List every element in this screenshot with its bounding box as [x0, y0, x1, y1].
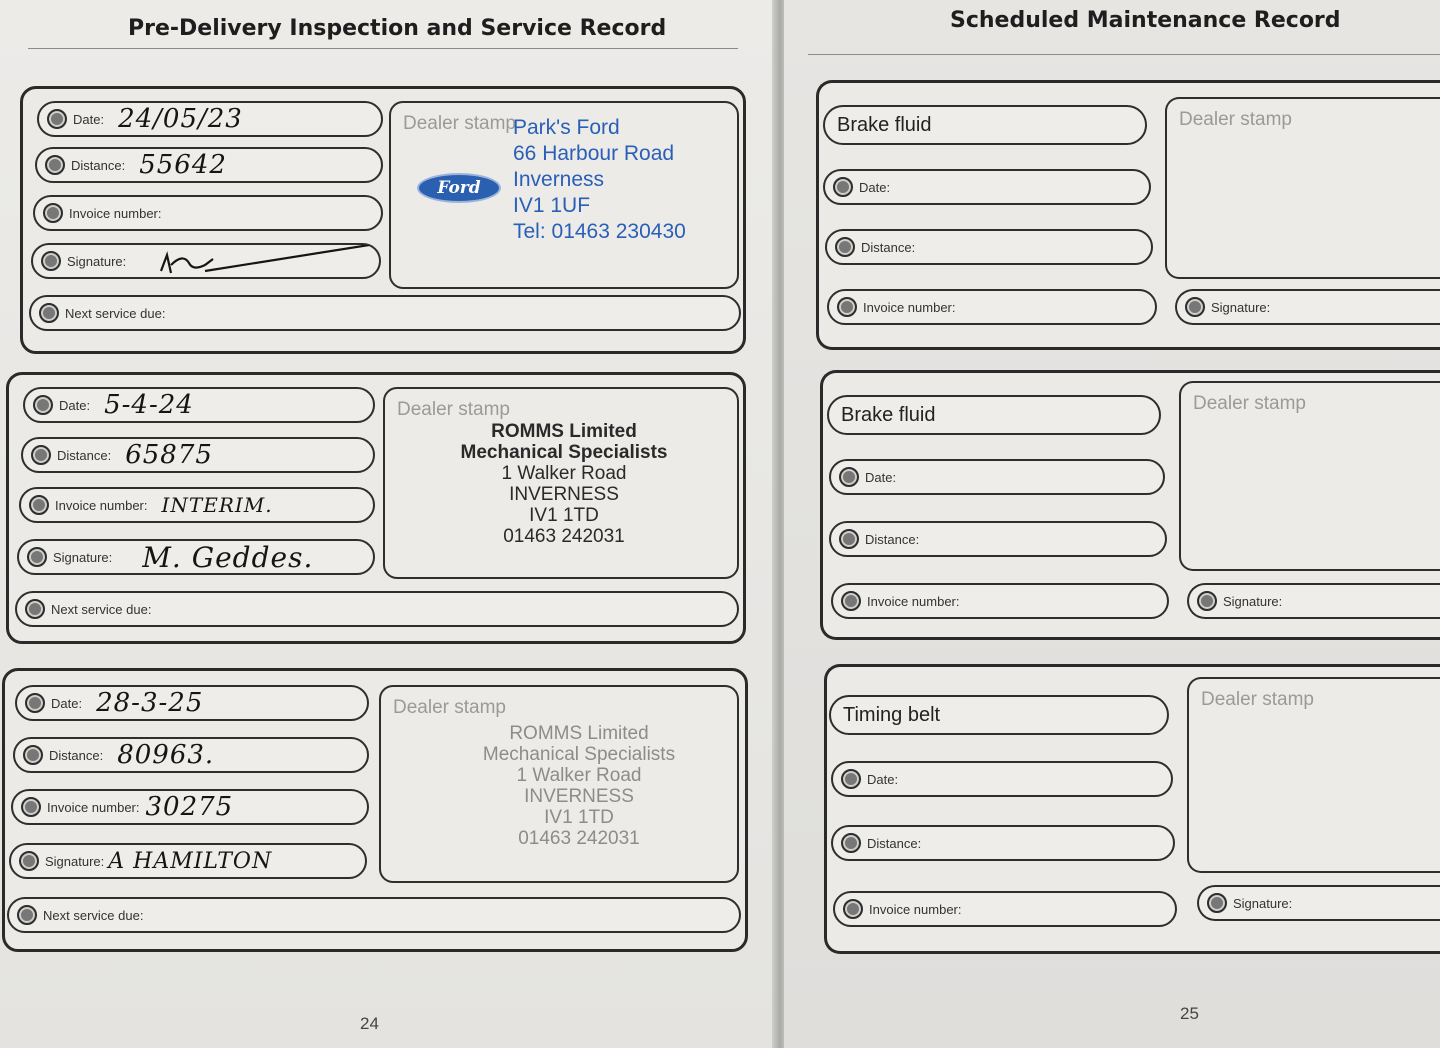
next-service-label: Next service due: [65, 305, 166, 321]
invoice-field[interactable] [19, 487, 375, 523]
task-field [829, 695, 1169, 735]
radio-circle-icon [47, 109, 67, 129]
date-label: Date: [867, 771, 899, 787]
next-service-label: Next service due: [43, 907, 144, 923]
maintenance-record-2 [820, 370, 1440, 640]
distance-field[interactable] [831, 825, 1175, 861]
stamp-line: INVERNESS [509, 484, 619, 505]
radio-circle-icon [23, 745, 43, 765]
date-label: Date: [865, 469, 897, 485]
dealer-stamp-placeholder: Dealer stamp [1201, 689, 1314, 710]
radio-circle-icon [27, 547, 47, 567]
title-divider [28, 48, 738, 49]
invoice-field[interactable] [33, 195, 383, 231]
distance-label: Distance: [71, 157, 126, 173]
stamp-line: INVERNESS [524, 786, 634, 807]
stamp-line: 01463 242031 [503, 526, 625, 547]
service-record-2 [6, 372, 746, 644]
date-field[interactable] [23, 387, 375, 423]
signature-field[interactable] [9, 843, 367, 879]
radio-circle-icon [25, 599, 45, 619]
invoice-field[interactable] [11, 789, 369, 825]
distance-field[interactable] [825, 229, 1153, 265]
invoice-value: 30275 [145, 792, 234, 822]
distance-label: Distance: [49, 747, 104, 763]
stamp-line: 01463 242031 [518, 828, 640, 849]
date-label: Date: [59, 397, 91, 413]
stamp-line: Mechanical Specialists [460, 442, 668, 463]
signature-value: A HAMILTON [108, 848, 273, 874]
stamp-line: IV1 1TD [529, 505, 599, 526]
task-field [823, 105, 1147, 145]
stamp-line: ROMMS Limited [491, 421, 637, 442]
stamp-line: Tel: 01463 230430 [513, 220, 686, 243]
signature-field[interactable] [31, 243, 381, 279]
distance-field[interactable] [13, 737, 369, 773]
distance-field[interactable] [35, 147, 383, 183]
dealer-stamp-placeholder: Dealer stamp [403, 113, 516, 134]
radio-circle-icon [839, 467, 859, 487]
distance-value: 80963. [117, 740, 215, 770]
title-divider [808, 54, 1440, 55]
date-label: Date: [73, 111, 105, 127]
radio-circle-icon [841, 769, 861, 789]
radio-circle-icon [1197, 591, 1217, 611]
radio-circle-icon [837, 297, 857, 317]
signature-field[interactable] [17, 539, 375, 575]
dealer-stamp-text [469, 723, 689, 849]
radio-circle-icon [833, 177, 853, 197]
dealer-stamp-box [389, 101, 739, 289]
distance-label: Distance: [57, 447, 112, 463]
radio-circle-icon [43, 203, 63, 223]
task-label: Brake fluid [841, 403, 936, 426]
radio-circle-icon [25, 693, 45, 713]
ford-logo-icon: Ford [417, 173, 501, 203]
signature-field[interactable] [1175, 289, 1440, 325]
dealer-stamp-placeholder: Dealer stamp [1193, 393, 1306, 414]
invoice-value: INTERIM. [161, 493, 273, 517]
radio-circle-icon [19, 851, 39, 871]
radio-circle-icon [841, 833, 861, 853]
date-field[interactable] [831, 761, 1173, 797]
signature-label: Signature: [67, 253, 127, 269]
date-field[interactable] [37, 101, 383, 137]
date-field[interactable] [829, 459, 1165, 495]
distance-label: Distance: [867, 835, 922, 851]
dealer-stamp-placeholder: Dealer stamp [1179, 109, 1292, 130]
distance-field[interactable] [829, 521, 1167, 557]
invoice-field[interactable] [833, 891, 1177, 927]
stamp-line: IV1 1TD [544, 807, 614, 828]
maintenance-record-1 [816, 80, 1440, 350]
distance-value: 55642 [139, 150, 227, 180]
task-label: Timing belt [843, 703, 941, 726]
distance-label: Distance: [861, 239, 916, 255]
date-value: 28-3-25 [96, 688, 204, 718]
stamp-line: Inverness [513, 168, 605, 191]
radio-circle-icon [841, 591, 861, 611]
signature-label: Signature: [53, 549, 113, 565]
date-label: Date: [51, 695, 83, 711]
service-record-1 [20, 86, 746, 354]
stamp-line: 66 Harbour Road [513, 142, 675, 165]
dealer-stamp-box [383, 387, 739, 579]
signature-label: Signature: [1223, 593, 1283, 609]
signature-label: Signature: [1233, 895, 1293, 911]
radio-circle-icon [41, 251, 61, 271]
dealer-stamp-box [1179, 381, 1440, 571]
dealer-stamp-box [379, 685, 739, 883]
right-page [784, 0, 1440, 1048]
next-service-field[interactable] [7, 897, 741, 933]
radio-circle-icon [1207, 893, 1227, 913]
dealer-stamp-box [1165, 97, 1440, 279]
distance-label: Distance: [865, 531, 920, 547]
service-record-3 [2, 668, 748, 952]
next-service-field[interactable] [15, 591, 739, 627]
invoice-label: Invoice number: [863, 299, 956, 315]
stamp-line: 1 Walker Road [501, 463, 627, 484]
stamp-line: Park's Ford [513, 116, 620, 139]
distance-value: 65875 [125, 440, 213, 470]
radio-circle-icon [839, 529, 859, 549]
next-service-field[interactable] [29, 295, 741, 331]
invoice-field[interactable] [831, 583, 1169, 619]
stamp-line: IV1 1UF [513, 194, 591, 217]
stamp-line: ROMMS Limited [509, 723, 649, 744]
next-service-label: Next service due: [51, 601, 152, 617]
stamp-line: 1 Walker Road [516, 765, 642, 786]
radio-circle-icon [45, 155, 65, 175]
distance-field[interactable] [21, 437, 375, 473]
signature-label: Signature: [1211, 299, 1271, 315]
radio-circle-icon [31, 445, 51, 465]
signature-scribble [153, 245, 373, 281]
page-number: 24 [360, 1014, 379, 1033]
radio-circle-icon [835, 237, 855, 257]
date-label: Date: [859, 179, 891, 195]
invoice-field[interactable] [827, 289, 1157, 325]
signature-field[interactable] [1197, 885, 1440, 921]
page-number: 25 [1180, 1004, 1199, 1023]
task-field [827, 395, 1161, 435]
invoice-label: Invoice number: [867, 593, 960, 609]
radio-circle-icon [17, 905, 37, 925]
page-title: Scheduled Maintenance Record [950, 8, 1341, 33]
signature-value: M. Geddes. [142, 540, 314, 574]
radio-circle-icon [33, 395, 53, 415]
date-value: 24/05/23 [118, 104, 243, 134]
radio-circle-icon [843, 899, 863, 919]
task-label: Brake fluid [837, 113, 932, 136]
radio-circle-icon [1185, 297, 1205, 317]
stamp-line: Mechanical Specialists [482, 744, 676, 765]
dealer-stamp-placeholder: Dealer stamp [397, 399, 510, 420]
invoice-label: Invoice number: [869, 901, 962, 917]
date-value: 5-4-24 [104, 390, 194, 420]
dealer-stamp-text [513, 115, 686, 245]
invoice-label: Invoice number: [69, 205, 162, 221]
date-field[interactable] [15, 685, 369, 721]
invoice-label: Invoice number: [47, 799, 140, 815]
date-field[interactable] [823, 169, 1151, 205]
signature-label: Signature: [45, 853, 105, 869]
dealer-stamp-box [1187, 677, 1440, 873]
signature-field[interactable] [1187, 583, 1440, 619]
radio-circle-icon [39, 303, 59, 323]
maintenance-record-3 [824, 664, 1440, 954]
page-title: Pre-Delivery Inspection and Service Record [128, 16, 667, 41]
dealer-stamp-placeholder: Dealer stamp [393, 697, 506, 718]
radio-circle-icon [29, 495, 49, 515]
radio-circle-icon [21, 797, 41, 817]
dealer-stamp-text [459, 421, 669, 547]
invoice-label: Invoice number: [55, 497, 148, 513]
